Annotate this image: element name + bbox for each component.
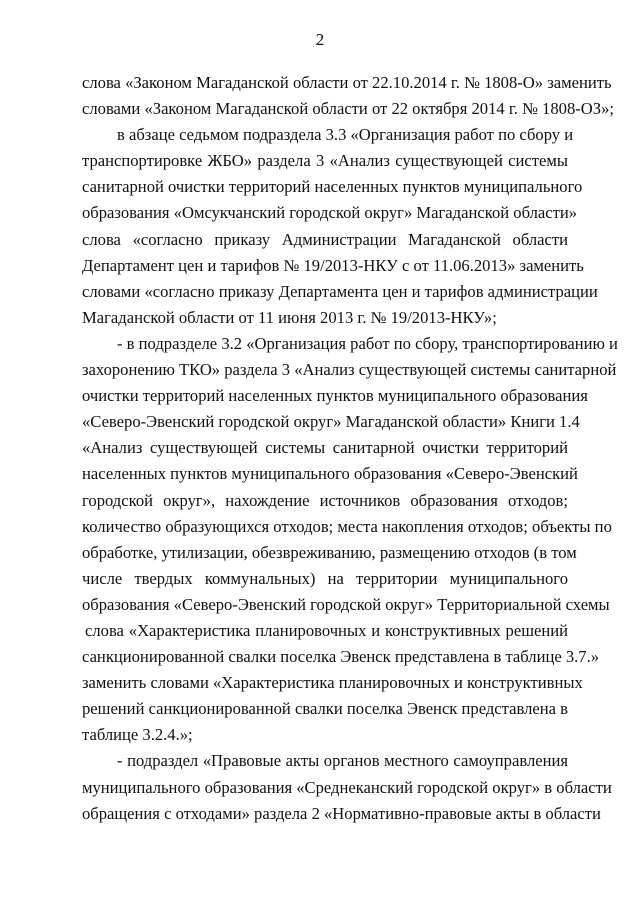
page-number: 2	[315, 30, 325, 49]
text-line: Магаданской области от 11 июня 2013 г. № 19/2013-НКУ»;	[82, 307, 497, 327]
text-line: образования «Омсукчанский городской округ» Магаданской области»	[82, 203, 578, 223]
text-line: «Анализ существующей системы санитарной очистки территорий	[82, 438, 568, 458]
text-line: городской округ», нахождение источников образования отходов;	[82, 490, 568, 510]
text-line: числе твердых коммунальных) на территории муниципального	[82, 568, 568, 588]
text-line: словами «согласно приказу Департамента цен и тарифов администрации	[82, 281, 598, 301]
text-line: словами «Законом Магаданской области от 22 октября 2014 г. № 1808-ОЗ»;	[82, 99, 614, 119]
text-line: транспортировке ЖБО» раздела 3 «Анализ существующей системы	[82, 151, 568, 171]
text-line: таблице 3.2.4.»;	[82, 725, 193, 745]
text-line: Департамент цен и тарифов № 19/2013-НКУ с от 11.06.2013» заменить	[82, 255, 584, 275]
paragraph-start-line: - подраздел «Правовые акты органов местного самоуправления	[117, 751, 568, 771]
text-line: населенных пунктов муниципального образования «Северо-Эвенский	[82, 464, 578, 484]
text-line: санкционированной свалки поселка Эвенск представлена в таблице 3.7.»	[82, 647, 600, 667]
text-line: заменить словами «Характеристика планировочных и конструктивных	[82, 673, 583, 693]
text-line: обработке, утилизации, обезвреживанию, размещению отходов (в том	[82, 542, 577, 562]
text-line: обращения с отходами» раздела 2 «Нормативно-правовые акты в области	[82, 803, 601, 823]
text-line: слова «Законом Магаданской области от 22.10.2014 г. № 1808-О» заменить	[82, 73, 612, 92]
text-line: решений санкционированной свалки поселка Эвенск представлена в	[82, 699, 568, 719]
text-line: «Северо-Эвенский городской округ» Магаданской области» Книги 1.4	[82, 412, 580, 432]
text-line: муниципального образования «Среднеканский городской округ» в области	[82, 777, 612, 797]
text-line: санитарной очистки территорий населенных пунктов муниципального	[82, 177, 583, 197]
text-line: слова «Характеристика планировочных и конструктивных решений	[85, 620, 568, 640]
text-line: образования «Северо-Эвенский городской округ» Территориальной схемы	[82, 594, 610, 614]
paragraph-start-line: - в подразделе 3.2 «Организация работ по сбору, транспортированию и	[117, 333, 618, 353]
text-line: слова «согласно приказу Администрации Магаданской области	[82, 229, 568, 249]
document-body	[82, 70, 618, 827]
text-line: захоронению ТКО» раздела 3 «Анализ существующей системы санитарной	[82, 360, 617, 380]
text-line: количество образующихся отходов; места накопления отходов; объекты по	[82, 516, 612, 536]
text-line: очистки территорий населенных пунктов муниципального образования	[82, 386, 588, 406]
paragraph-start-line: в абзаце седьмом подраздела 3.3 «Организация работ по сбору и	[117, 125, 574, 145]
